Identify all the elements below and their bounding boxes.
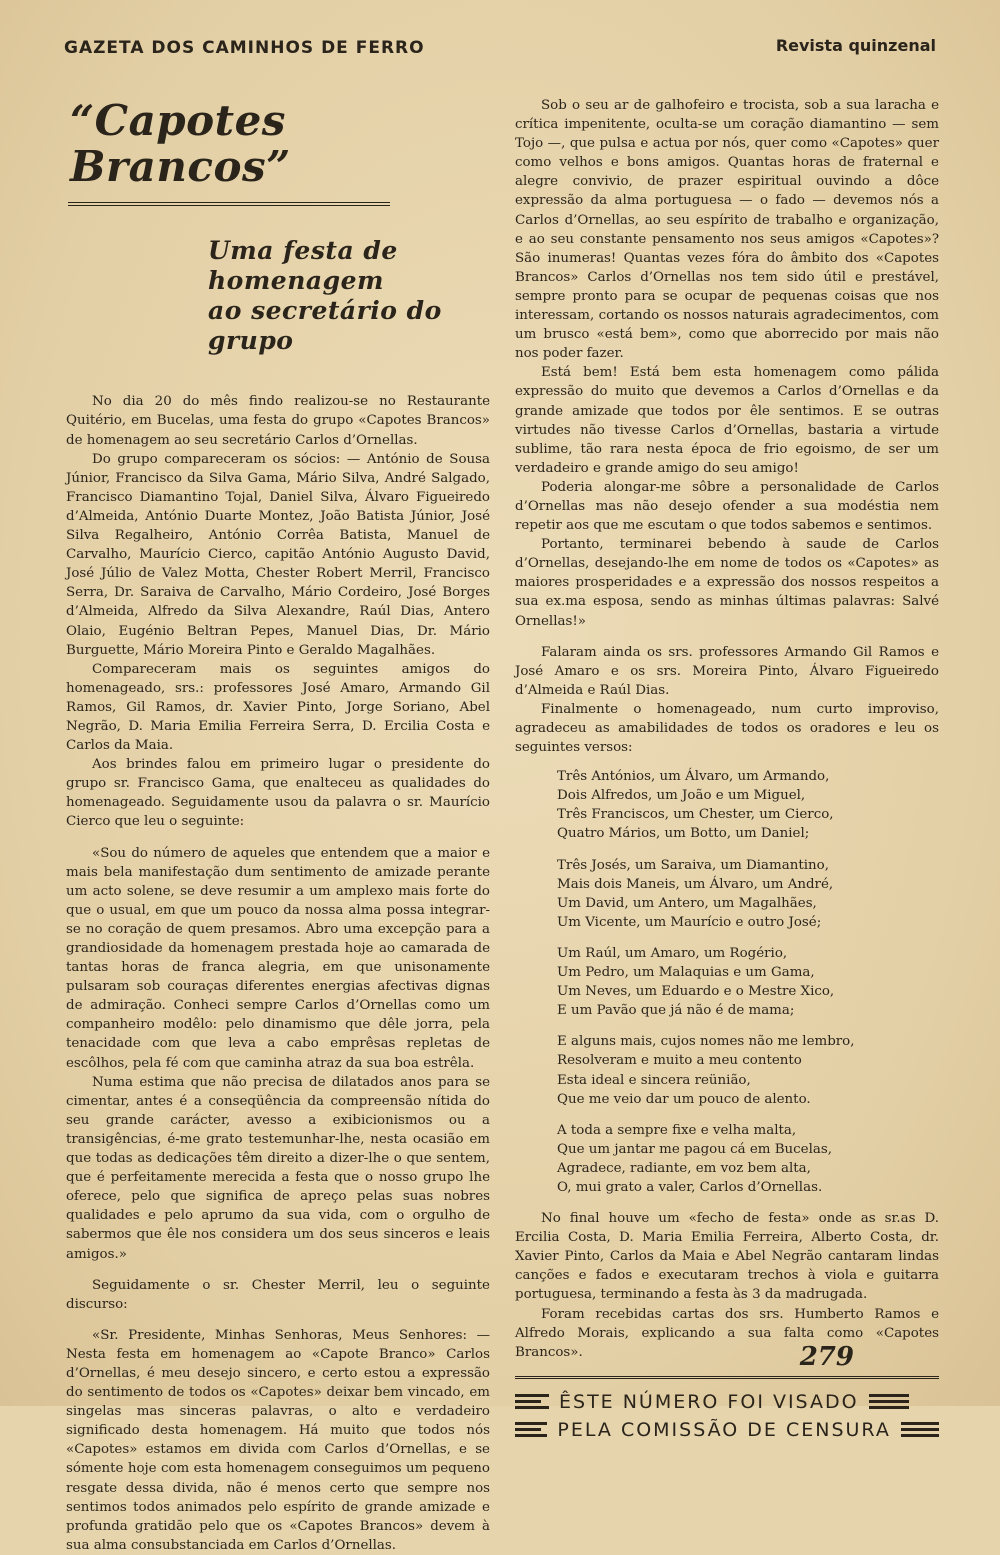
poem-stanza [557,1032,939,1108]
page-number: 279 [799,1342,854,1372]
verse-line: Três Antónios, um Álvaro, um Armando, [557,769,830,785]
verse-line: Três Josés, um Saraiva, um Diamantino, [557,857,829,873]
paragraph: No final houve um «fecho de festa» onde as sr.as D. Ercilia Costa, D. Maria Emilia Ferreira, Alberto Costa, dr. Xavier Pinto, Carlos da Maia e Abel Negrão cantaram lindas canções e fados e executaram trechos à viola e guitarra portuguesa, terminando a festa às 3 da madrugada. [515,1211,939,1303]
speech-paragraph: Portanto, terminarei bebendo à saude de Carlos d’Ornellas, desejando-lhe em nome de todos os «Capotes» as maiores prosperidades e a expressão dos nossos respeitos a sua ex.ma esposa, sendo as minhas últimas palavras: Salvé Ornellas!» [515,537,939,629]
verse-line: Dois Alfredos, um João e um Miguel, [557,788,806,804]
poem-stanza [557,856,939,932]
closing-body [515,1209,939,1362]
decorative-bars-right [869,1394,909,1409]
poem-stanza [557,1121,939,1197]
censorship-notice-line-2 [515,1419,939,1441]
article-title: “Capotes Brancos” [70,96,291,192]
paragraph: Finalmente o homenageado, num curto improviso, agradeceu as amabilidades de todos os oradores e leu os seguintes versos: [515,701,939,756]
speech-paragraph: Numa estima que não precisa de dilatados anos para se cimentar, antes é a conseqüência da compreensão nítida do seu grande carácter, avesso a exibicionismos ou a transigências, é-me grato testemunhar-lhe, nesta ocasião em que todas as dedicações têm direito a dizer-lhe o que sentem, que é perfeitamente merecida a festa que o nosso grupo lhe oferece, pelo que significa de apreço pelas suas nobres qualidades e pelo aprumo da sua vida, com o orgulho de sabermos que êle nos considera um dos seus sinceros e leais amigos.» [66,1074,490,1262]
publication-periodicity: Revista quinzenal [775,36,936,55]
verse-line: Um David, um Antero, um Magalhães, [557,895,817,911]
decorative-bars-left [515,1394,549,1409]
right-column-body [515,96,939,757]
subtitle-line-1: Uma festa de homenagem [208,236,398,296]
verse-line: Mais dois Maneis, um Álvaro, um André, [557,876,834,892]
paragraph: Falaram ainda os srs. professores Armando Gil Ramos e José Amaro e os srs. Moreira Pinto, Álvaro Figueiredo d’Almeida e Raúl Dias. [515,644,939,698]
speech-paragraph: Poderia alongar-me sôbre a personalidade de Carlos d’Ornellas mas não desejo ofender a sua modéstia nem repetir aos que me escutam o que todos sabemos e sentimos. [515,479,939,534]
censorship-text-2: PELA COMISSÃO DE CENSURA [557,1418,891,1441]
decorative-bars-right [901,1422,939,1437]
right-column [515,96,939,1447]
subtitle-line-2: ao secretário do grupo [208,296,442,356]
paragraph: Aos brindes falou em primeiro lugar o presidente do grupo sr. Francisco Gama, que enalteceu as qualidades do homenageado. Seguidamente usou da palavra o sr. Maurício Cierco que leu o seguinte: [66,757,490,830]
poem-stanza [557,767,939,843]
verse-line: Um Raúl, um Amaro, um Rogério, [557,945,788,961]
verse-line: Agradece, radiante, em voz bem alta, [557,1160,811,1176]
verse-line: Resolveram e muito a meu contento [557,1053,802,1069]
speech-paragraph: Está bem! Está bem esta homenagem como pálida expressão do muito que devemos a Carlos d’Ornellas e da grande amizade que todos por êle sentimos. E se outras virtudes não tivesse Carlos d’Ornellas, bastaria a virtude sublime, tão rara nesta época de frio egoismo, de ser um verdadeiro e grande amigo do seu amigo! [515,365,939,476]
title-underline [68,202,390,206]
poem-stanza [557,944,939,1020]
verse-line: Um Neves, um Eduardo e o Mestre Xico, [557,984,835,1000]
verse-line: E alguns mais, cujos nomes não me lembro, [557,1034,855,1050]
article-subtitle [208,236,490,356]
verse-line: Três Franciscos, um Chester, um Cierco, [557,807,834,823]
censorship-notice [515,1376,939,1441]
verse-line: Quatro Mários, um Botto, um Daniel; [557,826,810,842]
censorship-notice-line-1 [515,1391,939,1413]
left-column [66,98,490,1555]
verse-line: Que um jantar me pagou cá em Bucelas, [557,1141,832,1157]
speech-paragraph: «Sou do número de aqueles que entendem que a maior e mais bela manifestação dum sentimento de amizade perante um acto solene, se deve resumir a um amplexo mais forte do que o usual, em que um pouco da nossa alma possa integrar-se no coração de quem presamos. Abro uma excepção para a grandiosidade da homenagem prestada hoje ao camarada de tantas horas de franca alegria, em que unisonamente pulsaram sob couraças diferentes energias afectivas dignas de admiração. Conheci sempre Carlos d’Ornellas como um companheiro modêlo: pelo dinamismo que dêle jorra, pela tenacidade com que leva a cabo emprêsas repletas de escôlhos, pela fé com que caminha atraz da sua boa estrêla. [66,845,490,1071]
speech-paragraph: «Sr. Presidente, Minhas Senhoras, Meus Senhores: — Nesta festa em homenagem ao «Capote Branco» Carlos d’Ornellas, é meu desejo sincero, e certo estou a expressão do sentimento de todos os «Capotes» deixar bem vincado, em singelas mas sinceras palavras, o alto e verdadeiro significado desta homenagem. Há muito que todos nós «Capotes» estamos em divida com Carlos d’Ornellas, e se sómente hoje com esta homenagem conseguimos um pequeno resgate dessa divida, não é menos certo que sempre nos sentimos todos animados pelo espírito de grande amizade e profunda gratidão pelo que os «Capotes Brancos» devem à sua alma consubstanciada em Carlos d’Ornellas. [66,1327,490,1553]
verse-line: A toda a sempre fixe e velha malta, [557,1122,797,1138]
left-column-body [66,392,490,1555]
publication-title: GAZETA DOS CAMINHOS DE FERRO [64,38,425,58]
verse-line: O, mui grato a valer, Carlos d’Ornellas. [557,1179,823,1195]
verse-line: E um Pavão que já não é de mama; [557,1003,795,1019]
paragraph: Seguidamente o sr. Chester Merril, leu o seguinte discurso: [66,1277,490,1312]
decorative-bars-left [515,1422,547,1437]
verse-line: Esta ideal e sincera reünião, [557,1072,751,1088]
paragraph: Foram recebidas cartas dos srs. Humberto Ramos e Alfredo Morais, explicando a sua falta como «Capotes Brancos». [515,1306,939,1360]
speech-paragraph: Sob o seu ar de galhofeiro e trocista, sob a sua laracha e crítica impenitente, oculta-se um coração diamantino — sem Tojo —, que pulsa e actua por nós, quer como «Capotes» quer como velhos e bons amigos. Quantas horas de fraternal e alegre convivio, de prazer espiritual ouvindo a dôce expressão da alma portuguesa — o fado — devemos nós a Carlos d’Ornellas, ao seu espírito de trabalho e organização, e ao seu constante pensamento nos seus amigos «Capotes»? São inumeras! Quantas vezes fóra do âmbito dos «Capotes Brancos» Carlos d’Ornellas nos tem sido útil e prestável, sempre pronto para se ocupar de pequenas coisas que nos interessam, cortando os nossos naturais agradecimentos, com um brusco «está bem», como que aborrecido por mais não nos poder fazer. [515,98,939,362]
verse-line: Um Vicente, um Maurício e outro José; [557,914,822,930]
censorship-text-1: ÊSTE NÚMERO FOI VISADO [559,1390,859,1413]
paragraph: Do grupo compareceram os sócios: — António de Sousa Júnior, Francisco da Silva Gama, Mário Silva, André Salgado, Francisco Diamantino Tojal, Daniel Silva, Álvaro Figueiredo d’Almeida, António Duarte Montez, João Batista Júnior, José Silva Regalheiro, António Corrêa Batista, Manuel de Carvalho, Maurício Cierco, capitão António Augusto David, José Júlio de Valez Motta, Chester Robert Merril, Francisco Serra, Dr. Saraiva de Carvalho, Mário Cordeiro, José Borges d’Almeida, Alfredo da Silva Alexandre, Raúl Dias, Antero Olaio, Eugénio Beltran Pepes, Manuel Dias, Dr. Mário Burguette, Mário Moreira Pinto e Geraldo Magalhães. [66,451,490,658]
poem [557,767,939,1197]
paragraph: Compareceram mais os seguintes amigos do homenageado, srs.: professores José Amaro, Armando Gil Ramos, Gil Ramos, dr. Xavier Pinto, Jorge Soriano, Abel Negrão, D. Maria Emilia Ferreira Serra, D. Ercilia Costa e Carlos da Maia. [66,661,490,754]
verse-line: Um Pedro, um Malaquias e um Gama, [557,965,815,981]
verse-line: Que me veio dar um pouco de alento. [557,1091,811,1107]
paragraph: No dia 20 do mês findo realizou-se no Restaurante Quitério, em Bucelas, uma festa do grupo «Capotes Brancos» de homenagem ao seu secretário Carlos d’Ornellas. [66,394,490,448]
